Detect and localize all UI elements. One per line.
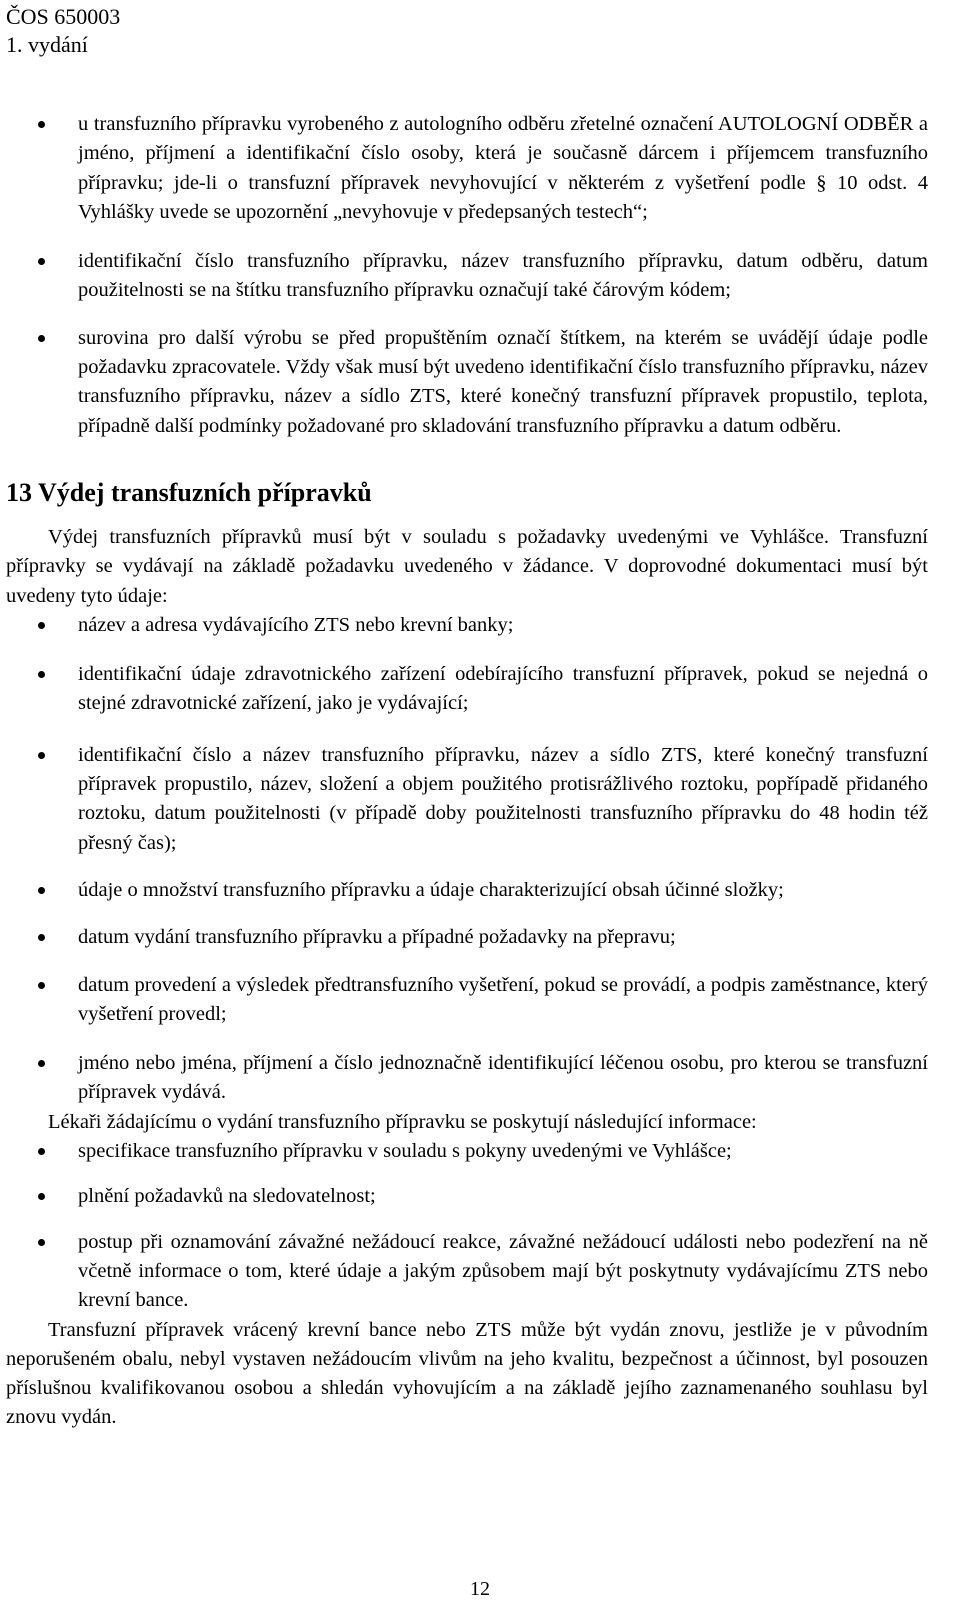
information-list xyxy=(6,1137,928,1315)
edition-label: 1. vydání xyxy=(6,32,88,57)
section-intro: Výdej transfuzních přípravků musí být v souladu s požadavky uvedenými ve Vyhlášce. Transfuzní přípravky se vydávají na základě požadavku uvedeného v žádance. V doprovodné dokumentaci musí být uvedeny tyto údaje: xyxy=(6,525,928,607)
list-item: identifikační údaje zdravotnického zařízení odebírajícího transfuzní přípravek, pokud se nejedná o stejné zdravotnické zařízení, jako je vydávající; xyxy=(6,660,928,719)
doc-code: ČOS 650003 xyxy=(6,4,121,29)
list-item: datum vydání transfuzního přípravku a případné požadavky na přepravu; xyxy=(6,923,928,952)
page-number: 12 xyxy=(470,1578,490,1600)
documentation-list xyxy=(6,611,928,1108)
list-item: identifikační číslo transfuzního přípravku, název transfuzního přípravku, datum odběru, datum použitelnosti se na štítku transfuzního přípravku označují také čárovým kódem; xyxy=(6,247,928,306)
list-item: surovina pro další výrobu se před propuštěním označí štítkem, na kterém se uvádějí údaje podle požadavku zpracovatele. Vždy však musí být uvedeno identifikační číslo transfuzního přípravku, název transfuzního přípravku, název a sídlo ZTS, které konečný transfuzní přípravek propustilo, teplota, případně další podmínky požadované pro skladování transfuzního přípravku a datum odběru. xyxy=(6,324,928,441)
list-item: údaje o množství transfuzního přípravku a údaje charakterizující obsah účinné složky; xyxy=(6,876,928,905)
section-heading: 13 Výdej transfuzních přípravků xyxy=(6,477,372,507)
list-item: postup při oznamování závažné nežádoucí reakce, závažné nežádoucí události nebo podezření na ně včetně informace o tom, které údaje a jakým způsobem mají být poskytnuty vydávajícímu ZTS nebo krevní bance. xyxy=(6,1228,928,1316)
document-body xyxy=(6,110,928,1433)
labeling-list xyxy=(6,110,928,441)
list-item: plnění požadavků na sledovatelnost; xyxy=(6,1182,928,1211)
list-item: název a adresa vydávajícího ZTS nebo krevní banky; xyxy=(6,611,928,640)
list-item: jméno nebo jména, příjmení a číslo jednoznačně identifikující léčenou osobu, pro kterou se transfuzní přípravek vydává. xyxy=(6,1049,928,1108)
list-item: specifikace transfuzního přípravku v souladu s pokyny uvedenými ve Vyhlášce; xyxy=(6,1137,928,1166)
list-item: identifikační číslo a název transfuzního přípravku, název a sídlo ZTS, které konečný transfuzní přípravek propustilo, název, složení a objem použitého protisrážlivého roztoku, popřípadě přidaného roztoku, datum použitelnosti (v případě doby použitelnosti transfuzního přípravku do 48 hodin též přesný čas); xyxy=(6,741,928,858)
info-paragraph: Lékaři žádajícímu o vydání transfuzního přípravku se poskytují následující informace: xyxy=(48,1110,757,1133)
list-item: u transfuzního přípravku vyrobeného z autologního odběru zřetelné označení AUTOLOGNÍ ODBĚR a jméno, příjmení a identifikační číslo osoby, která je současně dárcem i příjemcem transfuzního přípravku; jde-li o transfuzní přípravek nevyhovující v některém z vyšetření podle § 10 odst. 4 Vyhlášky uvede se upozornění „nevyhovuje v předepsaných testech“; xyxy=(6,110,928,227)
list-item: datum provedení a výsledek předtransfuzního vyšetření, pokud se provádí, a podpis zaměstnance, který vyšetření provedl; xyxy=(6,971,928,1030)
return-paragraph: Transfuzní přípravek vrácený krevní bance nebo ZTS může být vydán znovu, jestliže je v původním neporušeném obalu, nebyl vystaven nežádoucím vlivům na jeho kvalitu, bezpečnost a účinnost, byl posouzen příslušnou kvalifikovanou osobou a shledán vyhovujícím a na základě jejího zaznamenaného souhlasu byl znovu vydán. xyxy=(6,1318,928,1429)
